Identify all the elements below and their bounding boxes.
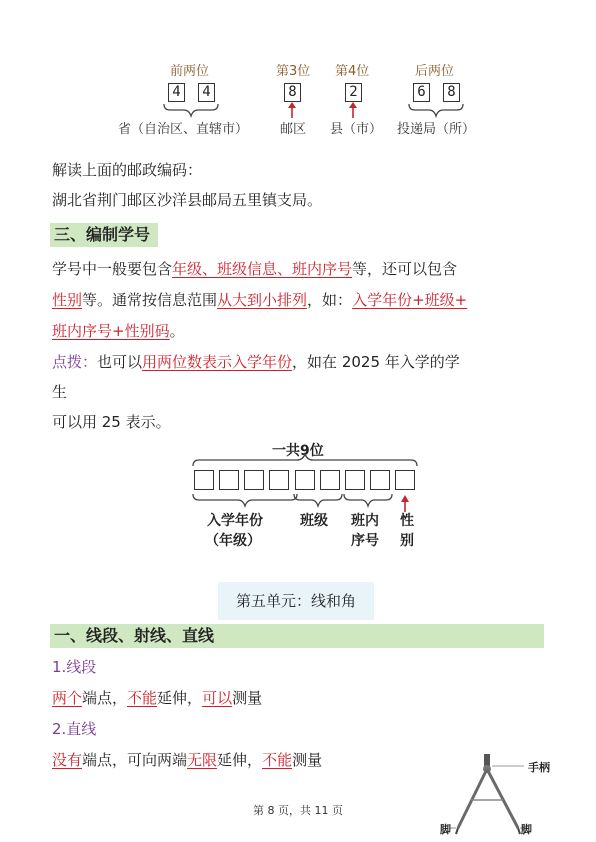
highlight-text: 年级、班级信息、班内序号 bbox=[172, 260, 353, 278]
label-gender-1: 性 bbox=[400, 513, 414, 529]
highlight-text: 不能 bbox=[127, 689, 158, 707]
text: 测量 bbox=[292, 751, 323, 769]
highlight-text: 入学年份+班级+ bbox=[352, 291, 468, 309]
text: 端点， bbox=[82, 689, 128, 707]
section3-tip-line3: 可以用 25 表示。 bbox=[52, 413, 171, 431]
text: 也可以 bbox=[97, 353, 143, 371]
label-entry-year: 入学年份 bbox=[207, 513, 263, 529]
text: 延伸， bbox=[217, 751, 263, 769]
postal-reading: 湖北省荆门邮区沙洋县邮局五里镇支局。 bbox=[52, 191, 323, 209]
label-province: 省（自治区、直辖市） bbox=[118, 122, 249, 137]
section3-heading: 三、编制学号 bbox=[54, 225, 151, 244]
label-delivery: 投递局（所） bbox=[397, 122, 476, 137]
label-back-two: 后两位 bbox=[415, 64, 455, 79]
postal-intro: 解读上面的邮政编码： bbox=[52, 161, 203, 179]
id-digit-box-1 bbox=[194, 470, 214, 490]
label-county: 县（市） bbox=[330, 122, 383, 137]
highlight-text: 不能 bbox=[262, 751, 293, 769]
text: 端点，可向两端 bbox=[82, 751, 188, 769]
highlight-text: 可以 bbox=[202, 689, 233, 707]
highlight-text: 没有 bbox=[52, 751, 83, 769]
section1-heading: 一、线段、射线、直线 bbox=[54, 626, 215, 645]
id-digit-box-2 bbox=[219, 470, 239, 490]
text: 学号中一般要包含 bbox=[52, 260, 173, 278]
highlight-text: 班内序号+性别码 bbox=[52, 322, 170, 340]
unit-title: 第五单元：线和角 bbox=[218, 582, 374, 620]
id-digit-box-5 bbox=[295, 470, 315, 490]
label-seq-2: 序号 bbox=[351, 533, 379, 549]
label-third: 第3位 bbox=[276, 64, 311, 79]
compass-handle-label: 手柄 bbox=[528, 761, 550, 774]
postal-digit-3: 8 bbox=[284, 83, 301, 102]
highlight-text: 从大到小排列 bbox=[217, 291, 308, 309]
text: 等。通常按信息范围 bbox=[82, 291, 218, 309]
page-footer: 第 8 页，共 11 页 bbox=[253, 804, 343, 817]
label-front-two: 前两位 bbox=[170, 64, 210, 79]
label-grade: （年级） bbox=[205, 533, 261, 549]
postal-digit-5: 6 bbox=[413, 83, 430, 102]
tip-label: 点拨： bbox=[52, 353, 98, 371]
postal-digit-6: 8 bbox=[443, 83, 460, 102]
text: ，如： bbox=[307, 291, 353, 309]
text: 延伸， bbox=[157, 689, 203, 707]
id-digit-box-9 bbox=[395, 470, 415, 490]
text: 等，还可以包含 bbox=[352, 260, 458, 278]
text: 。 bbox=[169, 322, 185, 340]
compass-leg-right-label: 脚 bbox=[521, 823, 532, 836]
highlight-text: 性别 bbox=[52, 291, 83, 309]
label-postal-area: 邮区 bbox=[280, 122, 307, 137]
text: 测量 bbox=[232, 689, 263, 707]
label-class: 班级 bbox=[300, 513, 328, 529]
label-seq-1: 班内 bbox=[351, 513, 379, 529]
label-fourth: 第4位 bbox=[335, 64, 370, 79]
highlight-text: 两个 bbox=[52, 689, 83, 707]
id-digit-box-3 bbox=[244, 470, 264, 490]
line-desc bbox=[52, 750, 322, 770]
total-digits-label: 一共9位 bbox=[272, 443, 324, 459]
postal-digit-4: 2 bbox=[345, 83, 362, 102]
label-gender-2: 别 bbox=[400, 533, 414, 549]
postal-digit-2: 4 bbox=[198, 83, 215, 102]
highlight-text: 无限 bbox=[187, 751, 218, 769]
id-digit-box-8 bbox=[370, 470, 390, 490]
compass-leg-left-label: 脚 bbox=[440, 823, 451, 836]
id-digit-box-7 bbox=[345, 470, 365, 490]
postal-digit-1: 4 bbox=[168, 83, 185, 102]
sub-heading-line: 2.直线 bbox=[52, 720, 97, 738]
id-digit-box-4 bbox=[269, 470, 289, 490]
id-digit-box-6 bbox=[320, 470, 340, 490]
segment-desc bbox=[52, 688, 262, 708]
highlight-text: 用两位数表示入学年份 bbox=[142, 353, 293, 371]
text: ，如在 2025 年入学的学 bbox=[292, 353, 460, 371]
sub-heading-segment: 1.线段 bbox=[52, 658, 97, 676]
section3-tip-line2: 生 bbox=[52, 383, 68, 401]
